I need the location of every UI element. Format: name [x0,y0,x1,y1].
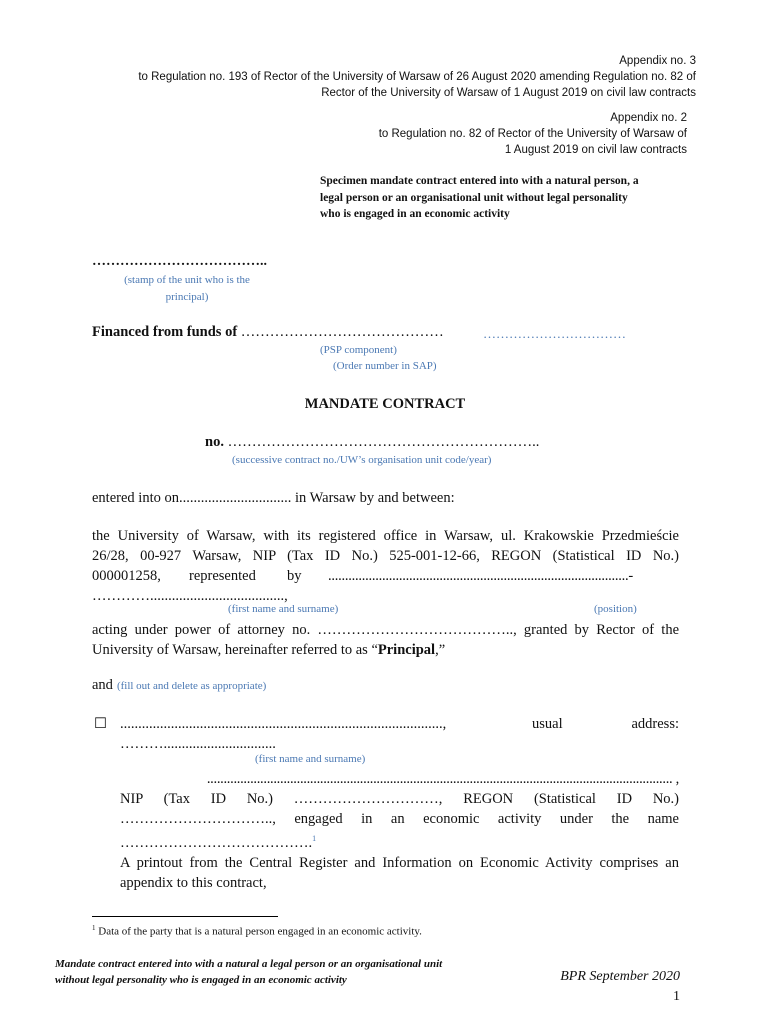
party-details [120,769,679,893]
contract-number-line [205,434,539,451]
uw-line2: 26/28, 00-927 Warsaw, NIP (Tax ID No.) 525-001-12-66, REGON (Statistical ID No.) [92,548,679,564]
footnote-text: Data of the party that is a natural person engaged in an economic activity. [98,925,422,938]
footer-left-line1: Mandate contract entered into with a natural a legal person or an organisational unit [55,958,443,970]
party-line1 [120,714,679,734]
party-name-dots: ........................................................................................., [120,716,447,732]
stamp-label-line1: (stamp of the unit who is the [124,274,250,286]
party-line2: ………............................... [120,736,276,752]
financed-dots-order: …………………………… [483,326,626,341]
stamp-label-line2: principal) [165,291,209,303]
and-label: and [92,677,113,693]
appendix2-line2: 1 August 2019 on civil law contracts [504,144,687,156]
printout-line1: A printout from the Central Register and Information on Economic Activity comprises an [120,854,679,871]
uw-line3-by: by [287,568,302,584]
contract-no-label: no. [205,434,224,450]
appendix3-title: Appendix no. 3 [619,55,696,67]
appendix3-line2: Rector of the University of Warsaw of 1 August 2019 on civil law contracts [321,87,696,99]
specimen-block [320,173,690,223]
printout-line2: appendix to this contract, [120,874,267,891]
contract-title: MANDATE CONTRACT [304,396,466,412]
specimen-line3: who is engaged in an economic activity [320,208,510,220]
attorney-paragraph [92,620,679,660]
party-checkbox[interactable]: ☐ [94,716,107,732]
contract-no-dots: ……………………………………………………….. [227,434,540,450]
party-address-label: address: [631,716,679,732]
appendix3-block [40,53,696,101]
party-business-name-dots: …………………………………. [120,834,313,851]
uw-line3-represented: represented [189,568,256,584]
footer-right: BPR September 2020 [560,969,680,984]
party-name-line [120,829,679,853]
specimen-line2: legal person or an organisational unit without legal personality [320,191,628,204]
position-hint: (position) [594,603,637,615]
stamp-dots: ……………………………….. [92,254,267,269]
and-line [92,675,266,695]
financed-label: Financed from funds of [92,324,238,340]
principal-term: Principal [377,642,436,658]
order-hint: (Order number in SAP) [333,360,437,372]
first-name-hint: (first name and surname) [228,603,339,615]
footnote-number: 1 [92,924,96,932]
attorney-line1: acting under power of attorney no. ………………………………….., granted by Rector of the [92,622,679,638]
specimen-line1: Specimen mandate contract entered into with a natural person, a [320,175,639,187]
attorney-line2-end: ,” [435,642,446,658]
university-paragraph [92,526,679,606]
contract-no-hint: (successive contract no./UW’s organisation unit code/year) [232,454,492,466]
psp-hint: (PSP component) [320,344,397,356]
financed-line [92,324,444,341]
stamp-label [92,272,282,306]
entered-line: entered into on............................... in Warsaw by and between: [92,490,455,506]
page-number: 1 [673,989,680,1004]
attorney-line2-text: University of Warsaw, hereinafter referred to as “ [92,642,378,658]
and-hint: (fill out and delete as appropriate) [116,680,267,692]
appendix3-line1: to Regulation no. 193 of Rector of the University of Warsaw of 26 August 2020 amending Regulation no. 82 of [138,71,696,83]
attorney-line2 [92,640,679,660]
party-address-dots: ............................................................................................................................................ , [206,771,679,787]
party-usual: usual [532,716,563,732]
footnote-divider [92,916,278,917]
footer-left-line2: without legal personality who is engaged in an economic activity [55,974,347,986]
party-block [120,714,679,754]
footnote [92,924,422,938]
party-engaged-line: ………………………….., engaged in an economic activity under the name [120,811,679,827]
appendix2-line1: to Regulation no. 82 of Rector of the University of Warsaw of [378,128,687,140]
financed-dots-psp: …………………………………… [240,324,444,340]
footnote-ref: 1 [312,834,317,843]
uw-line4: …………....................................., [92,588,288,604]
uw-line3 [92,566,679,586]
footer-left [55,956,442,988]
appendix2-block [300,110,687,158]
party-nip-line: NIP (Tax ID No.) …………………………, REGON (Statistical ID No.) [120,791,679,807]
uw-line3-regon: 000001258, [92,568,161,584]
party-name-hint: (first name and surname) [255,753,366,765]
appendix2-title: Appendix no. 2 [610,112,687,124]
uw-line1: the University of Warsaw, with its registered office in Warsaw, ul. Krakowskie Przedmieście [92,528,679,544]
uw-line3-dots: .........................................................................................- [328,568,633,584]
